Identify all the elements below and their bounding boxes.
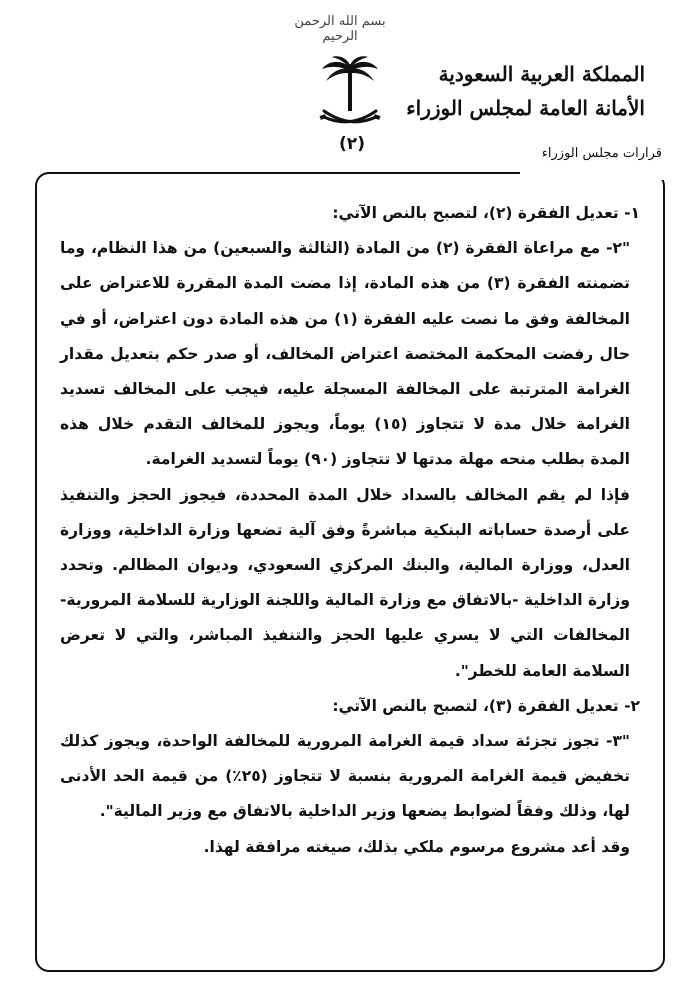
closing-sentence: وقد أعد مشروع مرسوم ملكي بذلك، صيغته مرافقة لهذا. — [203, 837, 630, 856]
item-1-heading: ١- تعديل الفقرة (٢)، لتصبح بالنص الآتي: — [332, 204, 640, 222]
kingdom-title: المملكة العربية السعودية — [438, 62, 645, 86]
series-title: قرارات مجلس الوزراء — [541, 146, 662, 161]
item-2-paragraph: "٣- تجوز تجزئة سداد قيمة الغرامة المرورية للمخالفة الواحدة، ويجوز كذلك تخفيض قيمة الغرامة المرورية بنسبة لا تتجاوز (٢٥٪) من قيمة الحد الأدنى لها، وذلك وفقاً لضوابط يضعها وزير الداخلية بالاتفاق مع وزير المالية". — [60, 732, 630, 821]
item-1-paragraph-1: "٢- مع مراعاة الفقرة (٢) من المادة (الثالثة والسبعين) من هذا النظام، وما تضمنته الفقرة (٣) من هذه المادة، إذا مضت المدة المقررة للاعتراض على المخالفة وفق ما نصت عليه الفقرة (١) من هذه المادة دون اعتراض، أو في حال رفضت المحكمة المختصة اعتراض المخالف، أو صدر حكم بتعديل مقدار الغرامة المترتبة على المخالفة المسجلة عليه، فيجب على المخالف تسديد الغرامة خلال مدة لا تتجاوز (١٥) يوماً، ويجوز للمخالف التقدم خلال هذه المدة بطلب منحه مهلة مدتها لا تتجاوز (٩٠) يوماً لتسديد الغرامة. — [60, 239, 631, 469]
basmala: بسم الله الرحمن الرحيم — [294, 14, 386, 44]
frame-gap — [520, 166, 670, 180]
decision-text — [60, 196, 640, 865]
item-2-heading: ٢- تعديل الفقرة (٣)، لتصبح بالنص الآتي: — [332, 696, 640, 715]
palm-and-crossed-swords-emblem — [318, 55, 382, 135]
secretariat-title: الأمانة العامة لمجلس الوزراء — [406, 96, 645, 120]
page-number: (٢) — [339, 134, 365, 154]
item-1-paragraph-2: فإذا لم يقم المخالف بالسداد خلال المدة المحددة، فيجوز الحجز والتنفيذ على أرصدة حساباته البنكية مباشرةً وفق آلية تضعها وزارة الداخلية، ووزارة العدل، ووزارة المالية، والبنك المركزي السعودي، وديوان المظالم. وتحدد وزارة الداخلية -بالاتفاق مع وزارة المالية واللجنة الوزارية للسلامة المرورية- المخالفات التي لا يسري عليها الحجز والتنفيذ المباشر، والتي لا تعرض السلامة العامة للخطر". — [60, 485, 630, 680]
